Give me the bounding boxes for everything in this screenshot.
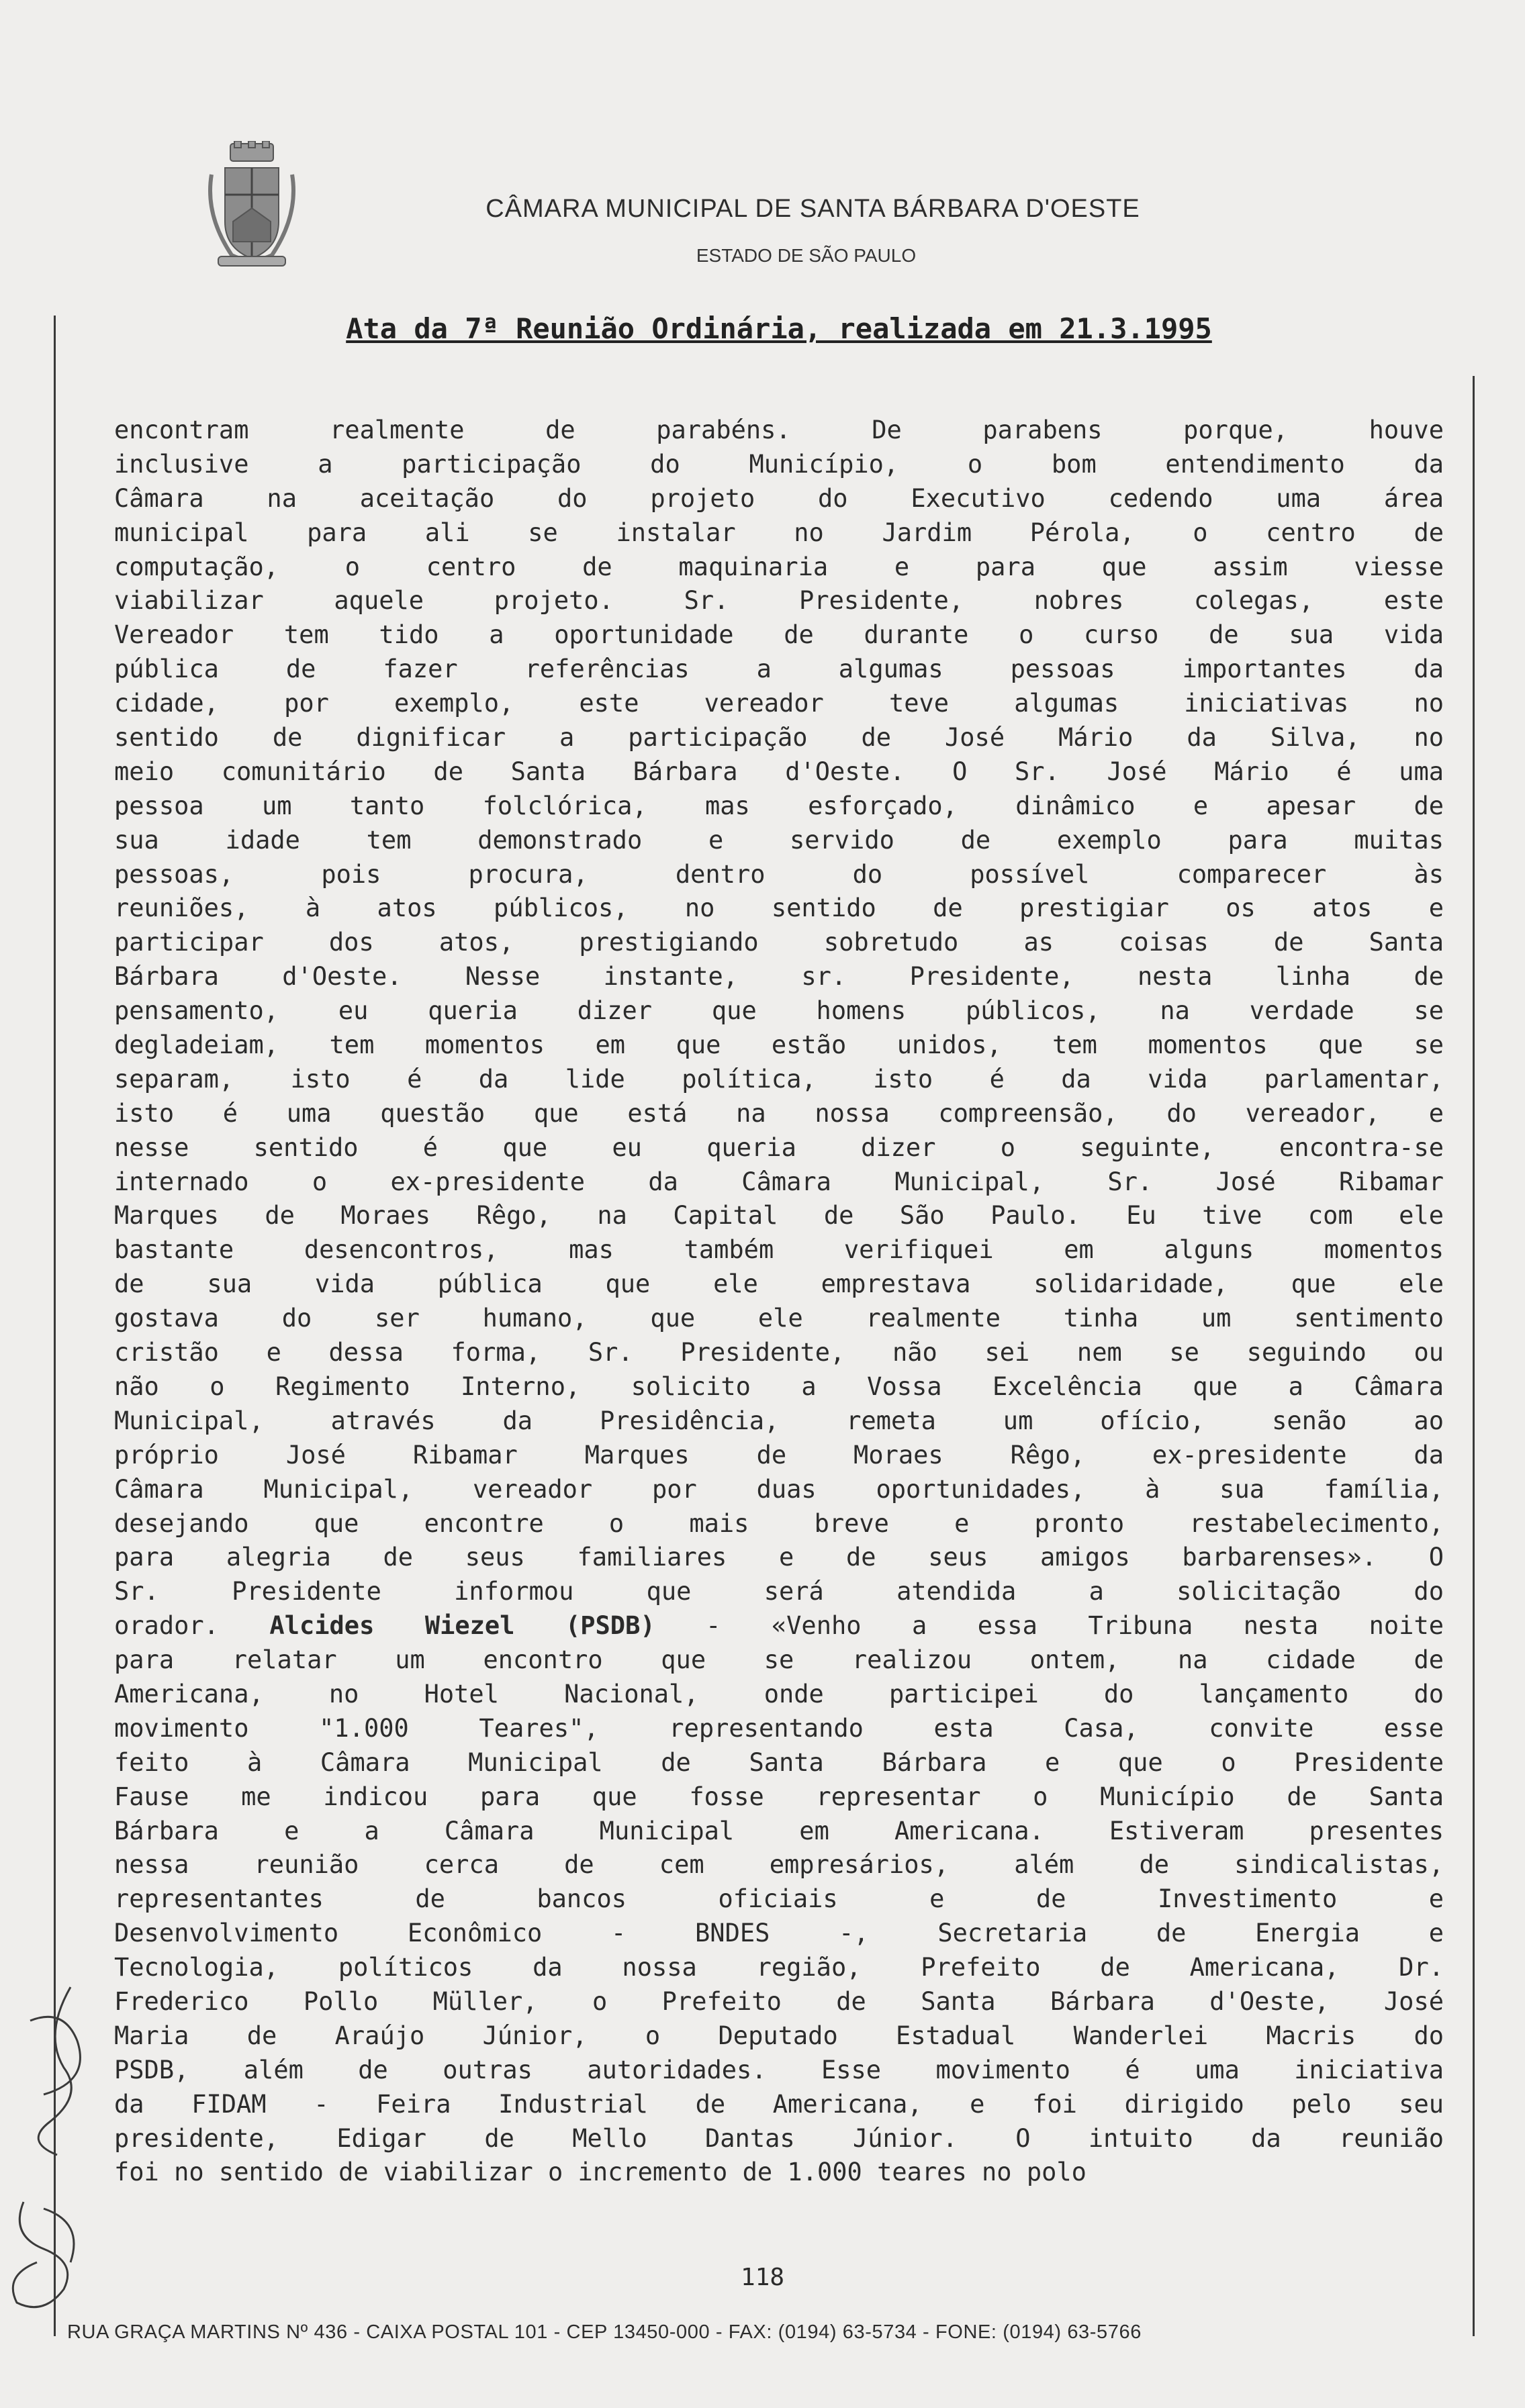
text-line: computação, o centro de maquinaria e para que assim viesse xyxy=(114,552,1444,581)
text-line: reuniões, à atos públicos, no sentido de prestigiar os atos e xyxy=(114,894,1444,923)
text-line: Maria de Araújo Júnior, o Deputado Estadual Wanderlei Macris do xyxy=(114,2021,1444,2050)
speaker-name: Alcides Wiezel (PSDB) xyxy=(269,1611,655,1641)
text-line: Sr. Presidente informou que será atendida a solicitação do xyxy=(114,1577,1444,1606)
text-line: viabilizar aquele projeto. Sr. Presidente, nobres colegas, este xyxy=(114,586,1444,616)
text-line: da FIDAM - Feira Industrial de Americana, e foi dirigido pelo seu xyxy=(114,2089,1444,2119)
text-line: nessa reunião cerca de cem empresários, além de sindicalistas, xyxy=(114,1850,1444,1880)
text-line: internado o ex-presidente da Câmara Municipal, Sr. José Ribamar xyxy=(114,1167,1444,1196)
text-line: presidente, Edigar de Mello Dantas Júnior. O intuito da reunião xyxy=(114,2123,1444,2153)
text-line: participar dos atos, prestigiando sobretudo as coisas de Santa xyxy=(114,928,1444,957)
page-number: 118 xyxy=(740,2264,785,2291)
text-line: bastante desencontros, mas também verifiquei em alguns momentos xyxy=(114,1235,1444,1265)
text-line: não o Regimento Interno, solicito a Vossa Excelência que a Câmara xyxy=(114,1371,1444,1401)
text-line: Municipal, através da Presidência, remeta um ofício, senão ao xyxy=(114,1406,1444,1435)
text-line: movimento "1.000 Teares", representando esta Casa, convite esse xyxy=(114,1713,1444,1743)
right-margin-line xyxy=(1473,376,1475,2336)
text-line: desejando que encontre o mais breve e pronto restabelecimento, xyxy=(114,1508,1444,1538)
text-line: sentido de dignificar a participação de José Mário da Silva, no xyxy=(114,723,1444,753)
text-line: para alegria de seus familiares e de seus amigos barbarenses». O xyxy=(114,1543,1444,1572)
text-line: cidade, por exemplo, este vereador teve algumas iniciativas no xyxy=(114,689,1444,718)
text-line: separam, isto é da lide política, isto é da vida parlamentar, xyxy=(114,1064,1444,1094)
minutes-body xyxy=(114,414,1444,2190)
text-line: pessoa um tanto folclórica, mas esforçado, dinâmico e apesar de xyxy=(114,791,1444,820)
text-line: pensamento, eu queria dizer que homens públicos, na verdade se xyxy=(114,996,1444,1026)
text-line: municipal para ali se instalar no Jardim Pérola, o centro de xyxy=(114,518,1444,547)
text-line: Frederico Pollo Müller, o Prefeito de Santa Bárbara d'Oeste, José xyxy=(114,1986,1444,2016)
text-line: para relatar um encontro que se realizou ontem, na cidade de xyxy=(114,1645,1444,1675)
text-line: Bárbara d'Oeste. Nesse instante, sr. Presidente, nesta linha de xyxy=(114,962,1444,992)
minutes-title: Ata da 7ª Reunião Ordinária, realizada em 21.3.1995 xyxy=(346,312,1212,345)
text-line: Desenvolvimento Econômico - BNDES -, Secretaria de Energia e xyxy=(114,1919,1444,1948)
text-line: pessoas, pois procura, dentro do possível comparecer às xyxy=(114,859,1444,889)
text-line: Marques de Moraes Rêgo, na Capital de São Paulo. Eu tive com ele xyxy=(114,1201,1444,1231)
text-line: isto é uma questão que está na nossa compreensão, do vereador, e xyxy=(114,1098,1444,1128)
text-line: Americana, no Hotel Nacional, onde participei do lançamento do xyxy=(114,1679,1444,1708)
text-line: Câmara Municipal, vereador por duas oportunidades, à sua família, xyxy=(114,1474,1444,1504)
text-line: meio comunitário de Santa Bárbara d'Oeste. O Sr. José Mário é uma xyxy=(114,757,1444,786)
text-line: pública de fazer referências a algumas pessoas importantes da xyxy=(114,655,1444,684)
text-line: Câmara na aceitação do projeto do Executivo cedendo uma área xyxy=(114,483,1444,513)
text-line: Vereador tem tido a oportunidade de durante o curso de sua vida xyxy=(114,620,1444,650)
text-line: cristão e dessa forma, Sr. Presidente, não sei nem se seguindo ou xyxy=(114,1338,1444,1367)
speaker-line-after: - «Venho a essa Tribuna nesta noite xyxy=(655,1611,1444,1641)
text-line: próprio José Ribamar Marques de Moraes Rêgo, ex-presidente da xyxy=(114,1440,1444,1470)
state-name: ESTADO DE SÃO PAULO xyxy=(696,245,917,266)
text-line: nesse sentido é que eu queria dizer o seguinte, encontra-se xyxy=(114,1133,1444,1162)
text-line: inclusive a participação do Município, o bom entendimento da xyxy=(114,449,1444,479)
text-line: degladeiam, tem momentos em que estão unidos, tem momentos que se xyxy=(114,1030,1444,1060)
text-line: PSDB, além de outras autoridades. Esse movimento é uma iniciativa xyxy=(114,2055,1444,2084)
text-line: Fause me indicou para que fosse representar o Município de Santa xyxy=(114,1782,1444,1811)
text-line: representantes de bancos oficiais e de Investimento e xyxy=(114,1884,1444,1914)
text-line: feito à Câmara Municipal de Santa Bárbara e que o Presidente xyxy=(114,1747,1444,1777)
text-line: sua idade tem demonstrado e servido de exemplo para muitas xyxy=(114,825,1444,855)
text-line: Bárbara e a Câmara Municipal em Americana. Estiveram presentes xyxy=(114,1816,1444,1845)
institution-name: CÂMARA MUNICIPAL DE SANTA BÁRBARA D'OESTE xyxy=(486,195,1140,223)
text-line: foi no sentido de viabilizar o incremento de 1.000 teares no polo xyxy=(114,2158,1087,2187)
text-line: de sua vida pública que ele emprestava solidaridade, que ele xyxy=(114,1269,1444,1299)
speaker-line xyxy=(114,1609,1444,1643)
text-line: gostava do ser humano, que ele realmente tinha um sentimento xyxy=(114,1304,1444,1333)
speaker-line-before: orador. xyxy=(114,1611,270,1641)
footer-address: RUA GRAÇA MARTINS Nº 436 - CAIXA POSTAL 101 - CEP 13450-000 - FAX: (0194) 63-5734 - FONE: (0194) 63-5766 xyxy=(67,2321,1142,2343)
text-line: encontram realmente de parabéns. De parabens porque, houve xyxy=(114,416,1444,444)
text-line: Tecnologia, políticos da nossa região, Prefeito de Americana, Dr. xyxy=(114,1953,1444,1982)
